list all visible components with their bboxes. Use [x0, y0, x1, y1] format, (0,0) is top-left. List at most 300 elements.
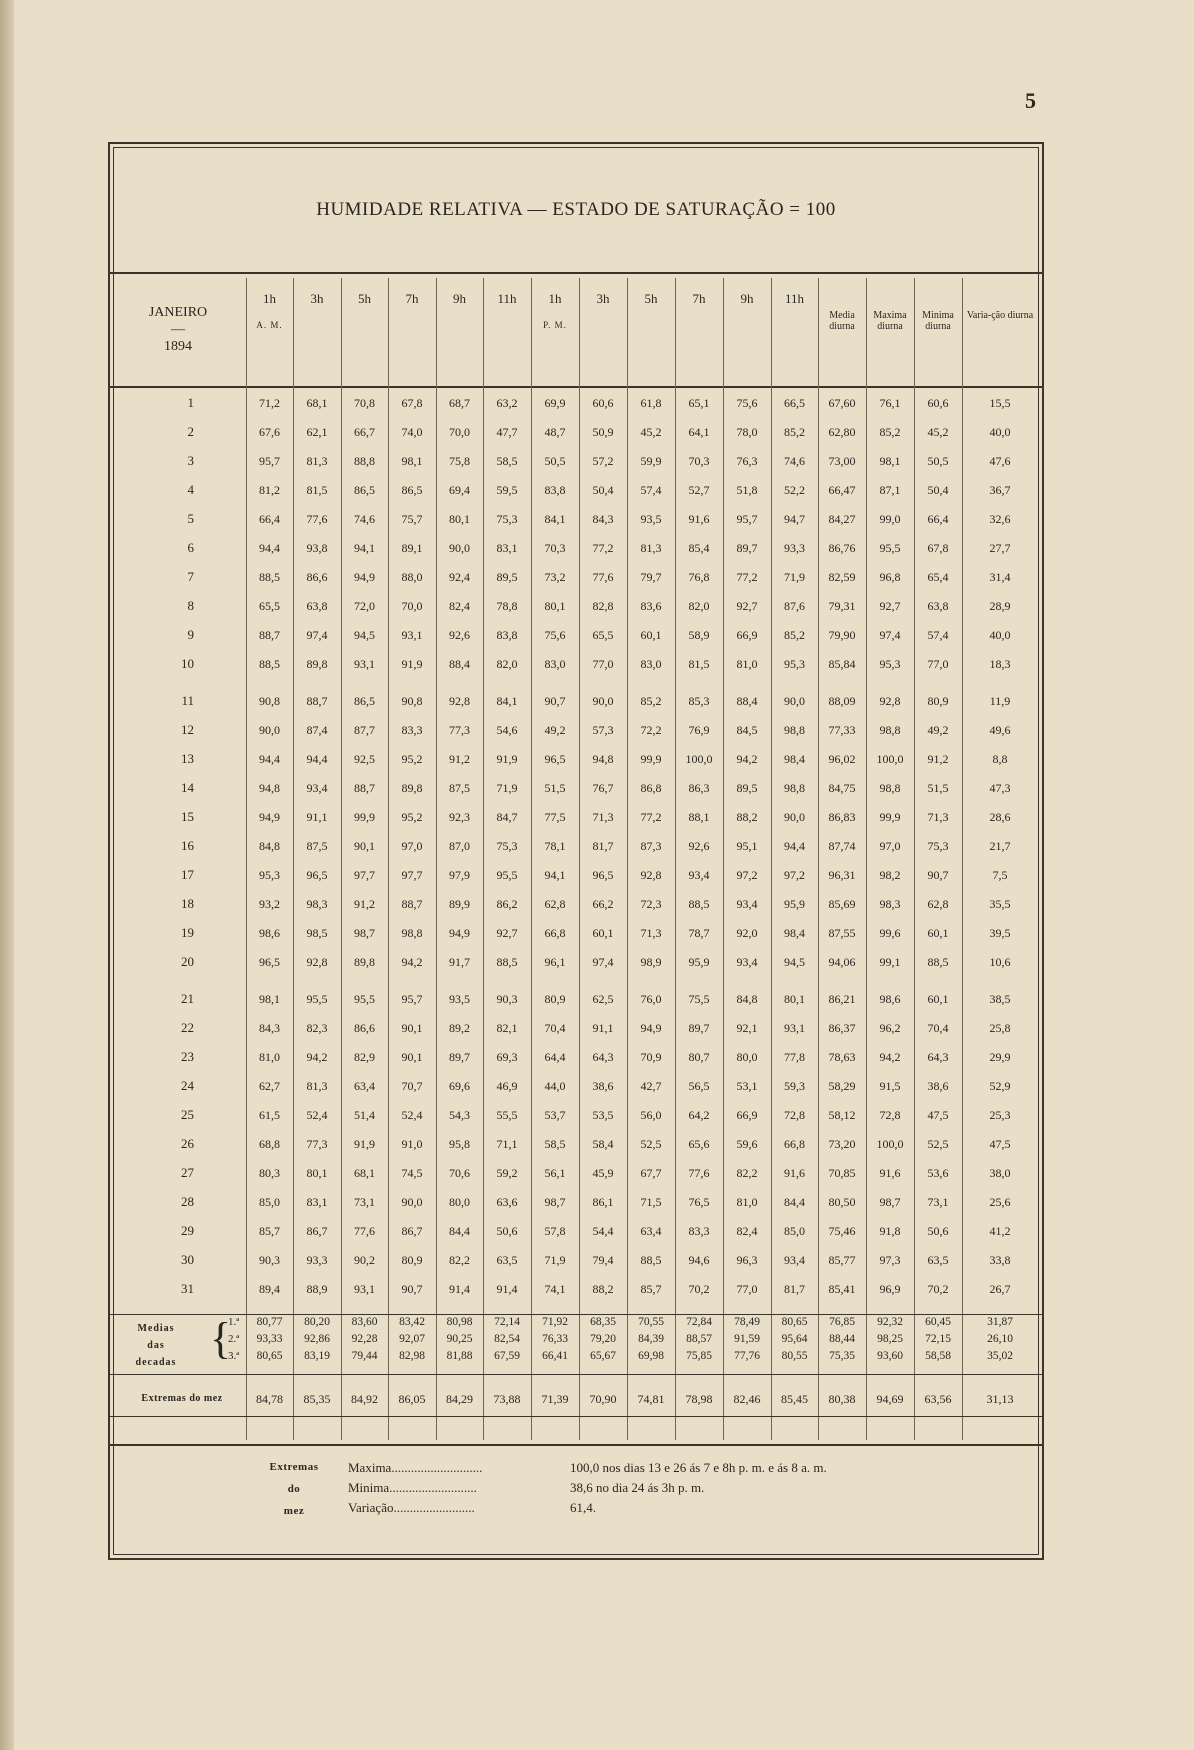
table-cell: 68,1: [306, 396, 328, 410]
table-cell: 93,3: [306, 1253, 328, 1267]
decade-cell: 69,98: [638, 1350, 664, 1362]
table-cell: 80,9: [401, 1253, 423, 1267]
hour-header: [579, 292, 627, 318]
decade-cell: 92,32: [877, 1316, 903, 1328]
table-cell: 70,4: [927, 1021, 949, 1035]
day-number: 31: [181, 1281, 194, 1296]
table-cell: 59,6: [736, 1137, 758, 1151]
decade-cell: 72,14: [494, 1316, 520, 1328]
page-edge: [0, 0, 14, 1750]
table-cell: 79,4: [592, 1253, 614, 1267]
table-cell: 80,1: [449, 512, 470, 526]
day-number: 25: [181, 1107, 194, 1122]
decade-cell: 31,87: [987, 1316, 1013, 1328]
table-cell: 77,3: [306, 1137, 328, 1151]
table-cell: 76,5: [688, 1195, 710, 1209]
decade-cell: 58,58: [925, 1350, 951, 1362]
table-cell: 92,7: [496, 926, 518, 940]
table-cell: 88,5: [927, 955, 949, 969]
table-row: [110, 920, 1038, 946]
hour-header: [723, 292, 771, 318]
table-cell: 91,2: [354, 897, 375, 911]
header-rule: [110, 386, 1042, 388]
hour-period: A. M.: [256, 320, 283, 330]
day-number: 6: [187, 540, 194, 555]
table-cell: 98,2: [879, 868, 901, 882]
table-cell: 10,6: [989, 955, 1011, 969]
table-cell: 84,78: [256, 1392, 283, 1406]
table-cell: 95,3: [259, 868, 280, 882]
table-cell: 47,5: [989, 1137, 1011, 1151]
table-cell: 96,31: [828, 868, 856, 882]
table-cell: 98,4: [784, 926, 805, 940]
table-cell: 90,1: [401, 1021, 423, 1035]
table-cell: 91,8: [879, 1224, 901, 1238]
footer-maxima-value: 100,0 nos dias 13 e 26 ás 7 e 8h p. m. e ás 8 a. m.: [570, 1460, 827, 1475]
table-cell: 57,2: [592, 454, 614, 468]
table-cell: 96,9: [879, 1282, 901, 1296]
day-number: 4: [187, 482, 194, 497]
hour-label: 5h: [358, 291, 371, 306]
decade-cell: 92,86: [304, 1333, 330, 1345]
table-cell: 87,55: [828, 926, 856, 940]
table-cell: 77,33: [828, 723, 856, 737]
table-cell: 70,90: [589, 1392, 617, 1406]
table-cell: 75,6: [736, 396, 758, 410]
table-cell: 57,4: [927, 628, 949, 642]
table-cell: 85,2: [879, 425, 901, 439]
table-cell: 96,02: [828, 752, 856, 766]
table-row: [110, 535, 1038, 561]
table-cell: 92,6: [688, 839, 710, 853]
decade-cell: 35,02: [987, 1350, 1013, 1362]
table-cell: 82,0: [496, 657, 518, 671]
table-cell: 66,4: [927, 512, 949, 526]
table-cell: 90,0: [449, 541, 470, 555]
table-cell: 62,80: [828, 425, 856, 439]
table-cell: 64,4: [544, 1050, 566, 1064]
table-cell: 82,1: [496, 1021, 518, 1035]
table-cell: 83,8: [496, 628, 518, 642]
table-cell: 67,6: [259, 425, 280, 439]
table-cell: 51,4: [354, 1108, 375, 1122]
table-cell: 85,0: [784, 1224, 805, 1238]
table-cell: 91,5: [879, 1079, 901, 1093]
table-cell: 82,3: [306, 1021, 328, 1035]
day-number: 10: [181, 656, 194, 671]
table-cell: 88,5: [640, 1253, 662, 1267]
table-cell: 94,6: [688, 1253, 710, 1267]
hour-header: [246, 292, 293, 332]
table-cell: 18,3: [989, 657, 1011, 671]
table-cell: 31,4: [989, 570, 1011, 584]
table-cell: 56,5: [688, 1079, 710, 1093]
table-cell: 89,7: [449, 1050, 470, 1064]
decade-cell: 76,85: [829, 1316, 855, 1328]
table-cell: 68,1: [354, 1166, 375, 1180]
table-cell: 85,4: [688, 541, 710, 555]
table-cell: 76,0: [640, 992, 662, 1006]
table-cell: 80,7: [688, 1050, 710, 1064]
table-cell: 67,8: [401, 396, 423, 410]
table-cell: 90,2: [354, 1253, 375, 1267]
table-cell: 94,4: [784, 839, 805, 853]
table-cell: 94,2: [401, 955, 423, 969]
table-cell: 90,8: [401, 694, 423, 708]
table-cell: 97,9: [449, 868, 470, 882]
decade-cell: 80,98: [446, 1316, 473, 1328]
table-cell: 15,5: [989, 396, 1011, 410]
decade-cell: 72,15: [925, 1333, 951, 1345]
table-cell: 71,3: [640, 926, 662, 940]
table-cell: 55,5: [496, 1108, 518, 1122]
table-cell: 88,4: [736, 694, 758, 708]
table-row: [110, 1015, 1038, 1041]
table-cell: 27,7: [989, 541, 1011, 555]
table-cell: 65,5: [592, 628, 614, 642]
table-cell: 95,7: [401, 992, 423, 1006]
table-cell: 96,1: [544, 955, 566, 969]
table-cell: 95,5: [354, 992, 375, 1006]
table-cell: 80,1: [306, 1166, 328, 1180]
table-cell: 60,1: [927, 992, 949, 1006]
table-cell: 40,0: [989, 425, 1011, 439]
table-cell: 50,4: [927, 483, 949, 497]
year-label: 1894: [164, 339, 192, 354]
table-cell: 94,8: [259, 781, 280, 795]
table-cell: 79,31: [828, 599, 856, 613]
table-cell: 52,4: [306, 1108, 328, 1122]
table-cell: 92,3: [449, 810, 470, 824]
table-cell: 85,7: [640, 1282, 662, 1296]
decade-cell: 82,98: [399, 1350, 425, 1362]
table-cell: 75,3: [927, 839, 949, 853]
table-cell: 74,6: [354, 512, 375, 526]
table-cell: 88,7: [354, 781, 375, 795]
hour-label: 11h: [784, 291, 805, 306]
table-cell: 95,3: [879, 657, 901, 671]
decade-cell: 83,60: [351, 1316, 378, 1328]
table-cell: 51,8: [736, 483, 758, 497]
table-cell: 83,8: [544, 483, 566, 497]
table-cell: 90,3: [496, 992, 518, 1006]
table-cell: 95,5: [879, 541, 901, 555]
table-cell: 90,0: [592, 694, 614, 708]
table-cell: 97,0: [879, 839, 901, 853]
table-cell: 91,6: [784, 1166, 805, 1180]
table-cell: 89,8: [306, 657, 328, 671]
table-cell: 89,5: [496, 570, 518, 584]
table-cell: 26,7: [989, 1282, 1011, 1296]
day-number: 17: [181, 867, 194, 882]
table-cell: 69,6: [449, 1079, 470, 1093]
table-cell: 97,0: [401, 839, 423, 853]
hour-header: [293, 292, 341, 318]
table-row: [110, 688, 1038, 714]
table-cell: 80,9: [927, 694, 949, 708]
day-number: 11: [181, 693, 194, 708]
decade-cell: 88,44: [829, 1333, 855, 1345]
table-cell: 78,98: [685, 1392, 713, 1406]
table-cell: 71,9: [784, 570, 805, 584]
hour-header: [436, 292, 483, 318]
table-cell: 66,47: [828, 483, 856, 497]
decade-row: [110, 1314, 1038, 1331]
table-cell: 51,5: [927, 781, 949, 795]
table-cell: 88,2: [592, 1282, 614, 1296]
table-cell: 56,0: [640, 1108, 662, 1122]
decade-cell: 72,84: [686, 1316, 712, 1328]
table-cell: 92,8: [879, 694, 901, 708]
row-separator: [110, 1374, 1042, 1375]
table-cell: 86,6: [354, 1021, 375, 1035]
hour-header: [627, 292, 675, 318]
table-cell: 98,7: [354, 926, 375, 940]
table-cell: 60,1: [640, 628, 662, 642]
table-cell: 31,13: [986, 1392, 1014, 1406]
table-cell: 86,37: [828, 1021, 856, 1035]
table-cell: 45,9: [592, 1166, 614, 1180]
table-cell: 47,7: [496, 425, 518, 439]
decade-cell: 76,33: [542, 1333, 568, 1345]
table-cell: 77,2: [736, 570, 758, 584]
table-cell: 88,5: [496, 955, 518, 969]
table-cell: 49,2: [544, 723, 566, 737]
day-number: 13: [181, 751, 194, 766]
table-cell: 87,3: [640, 839, 662, 853]
hour-label: 1h: [548, 291, 562, 306]
table-cell: 11,9: [989, 694, 1011, 708]
footer-dots: .........................: [393, 1500, 475, 1515]
day-number: 29: [181, 1223, 194, 1238]
table-cell: 89,2: [449, 1021, 470, 1035]
table-cell: 99,1: [879, 955, 901, 969]
day-number: 20: [181, 954, 194, 969]
table-cell: 60,6: [592, 396, 614, 410]
day-number: 22: [181, 1020, 194, 1035]
table-cell: 74,81: [637, 1392, 665, 1406]
table-cell: 57,8: [544, 1224, 566, 1238]
table-cell: 77,0: [736, 1282, 758, 1296]
table-cell: 52,7: [688, 483, 710, 497]
table-cell: 65,1: [688, 396, 710, 410]
table-cell: 54,3: [449, 1108, 470, 1122]
table-row: [110, 986, 1038, 1012]
table-row: [110, 622, 1038, 648]
day-number: 30: [181, 1252, 194, 1267]
extremas-row-label: Extremas do mez: [141, 1393, 223, 1404]
table-cell: 68,7: [449, 396, 470, 410]
hour-header: [483, 292, 531, 318]
decade-cell: 80,65: [781, 1316, 808, 1328]
table-cell: 47,6: [989, 454, 1011, 468]
table-cell: 73,1: [354, 1195, 375, 1209]
table-row: [110, 1102, 1038, 1128]
table-cell: 89,5: [736, 781, 758, 795]
decade-row: [110, 1348, 1038, 1365]
table-cell: 82,4: [449, 599, 470, 613]
table-cell: 94,9: [354, 570, 375, 584]
table-cell: 85,7: [259, 1224, 280, 1238]
table-cell: 67,8: [927, 541, 949, 555]
table-cell: 72,8: [784, 1108, 805, 1122]
table-row: [110, 1247, 1038, 1273]
table-cell: 73,2: [544, 570, 566, 584]
table-cell: 76,9: [688, 723, 710, 737]
table-cell: 98,3: [306, 897, 328, 911]
table-cell: 77,0: [927, 657, 949, 671]
table-cell: 85,69: [828, 897, 856, 911]
table-cell: 92,8: [640, 868, 662, 882]
table-cell: 60,1: [592, 926, 614, 940]
table-cell: 99,9: [879, 810, 901, 824]
table-cell: 94,2: [306, 1050, 328, 1064]
stat-header: Maxima diurna: [873, 310, 907, 332]
table-cell: 88,4: [449, 657, 470, 671]
table-cell: 47,3: [989, 781, 1011, 795]
decade-cell: 79,20: [590, 1333, 616, 1345]
table-cell: 63,8: [927, 599, 949, 613]
table-cell: 75,7: [401, 512, 423, 526]
hour-label: 7h: [405, 291, 419, 306]
table-cell: 58,4: [592, 1137, 614, 1151]
table-cell: 84,5: [736, 723, 758, 737]
table-cell: 95,2: [401, 810, 423, 824]
footer-label: [252, 1456, 336, 1522]
table-cell: 79,90: [828, 628, 856, 642]
table-cell: 71,39: [541, 1392, 569, 1406]
table-cell: 88,5: [259, 570, 280, 584]
table-cell: 86,5: [401, 483, 423, 497]
footer-variacao: [348, 1498, 475, 1517]
table-cell: 93,1: [354, 657, 375, 671]
table-cell: 64,3: [927, 1050, 949, 1064]
table-cell: 100,0: [876, 752, 904, 766]
table-cell: 91,9: [401, 657, 423, 671]
page-number: 5: [1025, 88, 1036, 113]
day-number: 12: [181, 722, 194, 737]
table-cell: 63,5: [927, 1253, 949, 1267]
table-cell: 50,5: [927, 454, 949, 468]
table-cell: 48,7: [544, 425, 566, 439]
hour-period: P. M.: [543, 320, 567, 330]
decade-cell: 66,41: [542, 1350, 568, 1362]
table-cell: 94,5: [354, 628, 375, 642]
table-cell: 96,5: [259, 955, 280, 969]
table-cell: 93,4: [784, 1253, 805, 1267]
table-cell: 93,4: [306, 781, 328, 795]
table-row: [110, 1276, 1038, 1302]
table-cell: 40,0: [989, 628, 1011, 642]
table-cell: 88,7: [306, 694, 328, 708]
table-cell: 96,3: [736, 1253, 758, 1267]
table-cell: 66,9: [736, 1108, 758, 1122]
table-cell: 86,8: [640, 781, 662, 795]
table-cell: 86,2: [496, 897, 518, 911]
hour-label: 7h: [692, 291, 706, 306]
table-cell: 77,5: [544, 810, 566, 824]
table-cell: 99,6: [879, 926, 901, 940]
decade-cell: 93,33: [256, 1333, 283, 1345]
table-cell: 72,0: [354, 599, 375, 613]
table-cell: 50,6: [496, 1224, 518, 1238]
table-cell: 53,5: [592, 1108, 614, 1122]
table-cell: 65,6: [688, 1137, 710, 1151]
table-cell: 88,7: [401, 897, 423, 911]
decade-cell: 26,10: [987, 1333, 1013, 1345]
table-cell: 92,8: [306, 955, 328, 969]
table-cell: 52,5: [927, 1137, 949, 1151]
table-cell: 89,8: [354, 955, 375, 969]
table-cell: 69,3: [496, 1050, 518, 1064]
table-cell: 80,0: [736, 1050, 758, 1064]
hour-header: [388, 292, 436, 318]
table-cell: 75,8: [449, 454, 470, 468]
table-cell: 91,6: [688, 512, 710, 526]
table-cell: 92,8: [449, 694, 470, 708]
table-title: HUMIDADE RELATIVA — ESTADO DE SATURAÇÃO = 100: [316, 199, 836, 220]
table-cell: 25,6: [989, 1195, 1011, 1209]
day-number: 5: [187, 511, 194, 526]
table-cell: 90,0: [401, 1195, 423, 1209]
table-cell: 83,3: [401, 723, 423, 737]
table-cell: 86,21: [828, 992, 856, 1006]
table-cell: 63,8: [306, 599, 328, 613]
table-cell: 70,9: [640, 1050, 662, 1064]
table-cell: 87,5: [306, 839, 328, 853]
table-cell: 94,4: [259, 752, 280, 766]
table-cell: 92,0: [736, 926, 758, 940]
table-cell: 85,2: [784, 425, 805, 439]
table-cell: 87,1: [879, 483, 901, 497]
table-cell: 54,6: [496, 723, 518, 737]
table-cell: 69,9: [544, 396, 566, 410]
table-cell: 29,9: [989, 1050, 1011, 1064]
table-cell: 87,74: [828, 839, 856, 853]
table-row: [110, 746, 1038, 772]
table-cell: 54,4: [592, 1224, 614, 1238]
table-cell: 79,7: [640, 570, 662, 584]
table-cell: 70,0: [401, 599, 423, 613]
table-cell: 90,7: [401, 1282, 423, 1296]
table-cell: 91,2: [449, 752, 470, 766]
table-cell: 82,46: [733, 1392, 761, 1406]
table-cell: 94,69: [876, 1392, 904, 1406]
table-cell: 39,5: [989, 926, 1011, 940]
table-cell: 90,0: [784, 810, 805, 824]
table-cell: 66,5: [784, 396, 805, 410]
decade-cell: 84,39: [638, 1333, 664, 1345]
table-cell: 83,1: [306, 1195, 328, 1209]
table-cell: 60,6: [927, 396, 949, 410]
table-cell: 81,5: [688, 657, 710, 671]
table-cell: 92,6: [449, 628, 470, 642]
table-cell: 68,8: [259, 1137, 280, 1151]
hour-label: 3h: [310, 291, 324, 306]
decade-cell: 90,25: [446, 1333, 473, 1345]
table-cell: 92,7: [879, 599, 901, 613]
table-cell: 97,2: [736, 868, 758, 882]
table-cell: 97,7: [401, 868, 423, 882]
table-cell: 98,1: [259, 992, 280, 1006]
table-cell: 96,8: [879, 570, 901, 584]
table-cell: 77,3: [449, 723, 470, 737]
table-cell: 82,0: [688, 599, 710, 613]
table-row: [110, 651, 1038, 677]
table-cell: 64,2: [688, 1108, 710, 1122]
table-cell: 94,2: [879, 1050, 901, 1064]
table-cell: 51,5: [544, 781, 566, 795]
